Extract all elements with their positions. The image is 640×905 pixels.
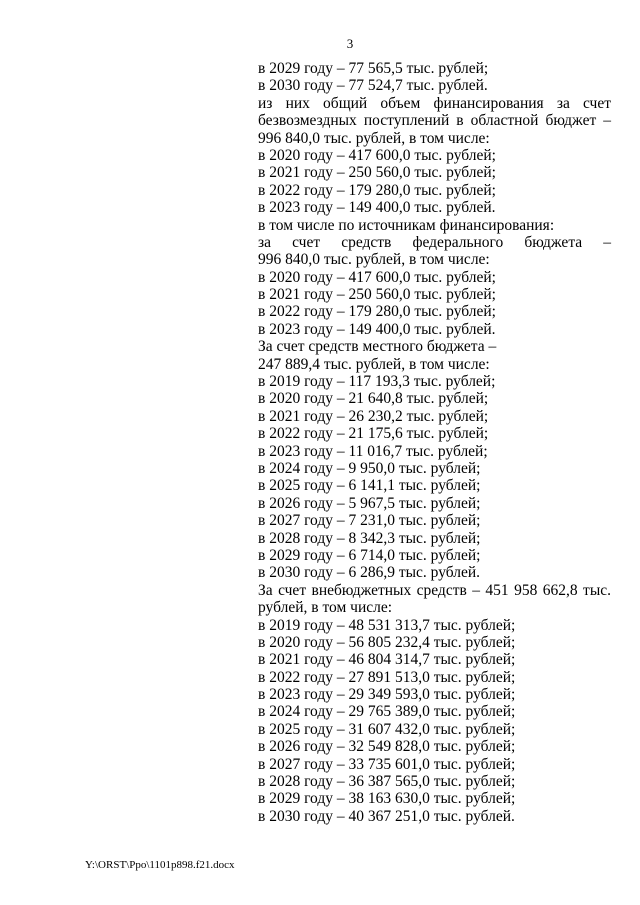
text-line: в 2024 году – 9 950,0 тыс. рублей;: [258, 459, 481, 477]
text-line: в 2020 году – 21 640,8 тыс. рублей;: [258, 390, 489, 408]
text-line: в 2022 году – 27 891 513,0 тыс. рублей;: [258, 668, 516, 686]
text-line: в 2023 году – 29 349 593,0 тыс. рублей;: [258, 686, 516, 704]
text-line: в 2021 году – 250 560,0 тыс. рублей;: [258, 164, 496, 182]
text-line: в 2029 году – 38 163 630,0 тыс. рублей;: [258, 790, 516, 808]
text-line: За счет внебюджетных средств – 451 958 662,8 тыс.: [258, 581, 611, 599]
funding-text-block: [258, 60, 611, 825]
text-line: За счет средств местного бюджета –: [258, 338, 497, 356]
text-line: в 2030 году – 40 367 251,0 тыс. рублей.: [258, 807, 515, 825]
text-line: безвозмездных поступлений в областной бюджет –: [258, 112, 611, 130]
text-line: в 2020 году – 56 805 232,4 тыс. рублей;: [258, 633, 516, 651]
text-line: в 2028 году – 36 387 565,0 тыс. рублей;: [258, 773, 516, 791]
text-line: в том числе по источникам финансирования:: [258, 216, 555, 234]
text-line: в 2023 году – 149 400,0 тыс. рублей.: [258, 320, 496, 338]
text-line: в 2026 году – 32 549 828,0 тыс. рублей;: [258, 738, 516, 756]
text-line: в 2024 году – 29 765 389,0 тыс. рублей;: [258, 703, 516, 721]
text-line: в 2030 году – 6 286,9 тыс. рублей.: [258, 564, 481, 582]
text-line: в 2027 году – 7 231,0 тыс. рублей;: [258, 512, 481, 530]
text-line: в 2021 году – 250 560,0 тыс. рублей;: [258, 286, 496, 304]
text-line: в 2025 году – 6 141,1 тыс. рублей;: [258, 477, 481, 495]
text-line: в 2025 году – 31 607 432,0 тыс. рублей;: [258, 720, 516, 738]
text-line: в 2021 году – 26 230,2 тыс. рублей;: [258, 407, 489, 425]
text-line: в 2020 году – 417 600,0 тыс. рублей;: [258, 146, 496, 164]
text-line: в 2028 году – 8 342,3 тыс. рублей;: [258, 529, 481, 547]
text-line: в 2023 году – 149 400,0 тыс. рублей.: [258, 199, 496, 217]
text-line: 996 840,0 тыс. рублей, в том числе:: [258, 251, 490, 269]
footer-file-path: Y:\ORST\Ppo\1101p898.f21.docx: [85, 859, 235, 871]
text-line: 996 840,0 тыс. рублей, в том числе:: [258, 129, 490, 147]
text-line: в 2020 году – 417 600,0 тыс. рублей;: [258, 268, 496, 286]
text-line: в 2023 году – 11 016,7 тыс. рублей;: [258, 442, 488, 460]
text-line: в 2022 году – 179 280,0 тыс. рублей;: [258, 181, 496, 199]
text-line: в 2029 году – 77 565,5 тыс. рублей;: [258, 60, 489, 77]
page-number: 3: [346, 36, 354, 51]
text-line: в 2019 году – 117 193,3 тыс. рублей;: [258, 373, 496, 391]
text-line: в 2021 году – 46 804 314,7 тыс. рублей;: [258, 651, 516, 669]
text-line: в 2026 году – 5 967,5 тыс. рублей;: [258, 494, 481, 512]
text-line: в 2022 году – 21 175,6 тыс. рублей;: [258, 425, 489, 443]
text-line: из них общий объем финансирования за счет: [258, 94, 611, 112]
text-line: в 2030 году – 77 524,7 тыс. рублей.: [258, 77, 488, 95]
text-line: в 2029 году – 6 714,0 тыс. рублей;: [258, 546, 481, 564]
text-line: за счет средств федерального бюджета –: [258, 233, 611, 251]
text-line: в 2027 году – 33 735 601,0 тыс. рублей;: [258, 755, 516, 773]
text-line: в 2022 году – 179 280,0 тыс. рублей;: [258, 303, 496, 321]
text-line: в 2019 году – 48 531 313,7 тыс. рублей;: [258, 616, 516, 634]
text-line: 247 889,4 тыс. рублей, в том числе:: [258, 355, 490, 373]
text-line: рублей, в том числе:: [258, 599, 393, 617]
